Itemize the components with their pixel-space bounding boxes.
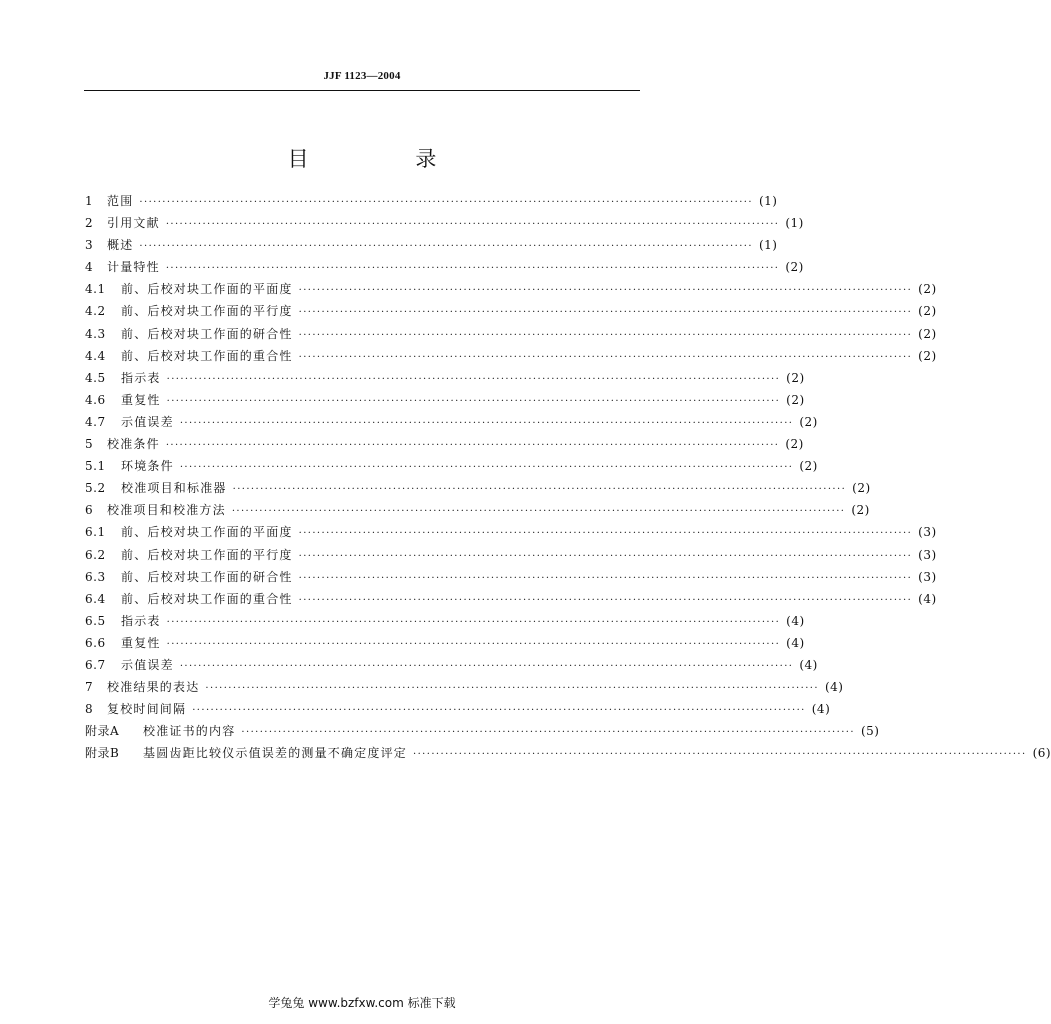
- toc-dot-leader: ······································································································································: [166, 616, 781, 628]
- toc-entry-number: 4: [85, 260, 94, 275]
- toc-entry-page: (4): [918, 591, 937, 606]
- toc-entry-number: 1: [85, 194, 94, 208]
- toc-entry-label: 前、后校对块工作面的平行度: [121, 547, 293, 562]
- toc-entry-label: 指示表: [121, 613, 161, 628]
- toc-entry-label: 指示表: [121, 370, 161, 385]
- toc-entry-page: (1): [785, 216, 804, 231]
- toc-entry[interactable]: [85, 234, 778, 256]
- toc-entry-page: (3): [918, 525, 937, 540]
- toc-dot-leader: ······································································································································: [298, 285, 913, 297]
- toc-dot-leader: ······································································································································: [298, 594, 913, 606]
- toc-entry-number: 6.1: [85, 525, 106, 540]
- toc-entry-number: 6.2: [85, 547, 106, 562]
- toc-entry-number: 2: [85, 216, 94, 231]
- toc-entry-number: 5.1: [85, 459, 106, 474]
- toc-dot-leader: ······································································································································: [298, 351, 913, 363]
- toc-entry-page: (2): [785, 260, 804, 275]
- toc-entry-page: (1): [758, 238, 778, 253]
- toc-dot-leader: ······································································································································: [179, 462, 794, 474]
- toc-entry-page: (2): [786, 392, 805, 407]
- toc-dot-leader: ······································································································································: [166, 638, 781, 650]
- toc-entry-page: (2): [918, 326, 937, 341]
- toc-entry[interactable]: [85, 389, 805, 411]
- toc-entry-label: 重复性: [121, 392, 161, 407]
- toc-entry-label: 示值误差: [121, 414, 174, 429]
- toc-entry-number: 4.2: [85, 304, 106, 319]
- toc-entry-label: 校准证书的内容: [143, 724, 236, 739]
- toc-entry-label: 范围: [107, 194, 134, 208]
- toc-entry[interactable]: [85, 566, 937, 588]
- toc-entry[interactable]: [85, 499, 870, 521]
- toc-entry[interactable]: [85, 544, 937, 566]
- toc-entry-page: (3): [918, 569, 937, 584]
- toc-entry[interactable]: [85, 521, 937, 543]
- toc-entry-label: 校准结果的表达: [107, 680, 200, 695]
- toc-entry-number: 6.5: [85, 613, 106, 628]
- toc-entry-label: 校准项目和校准方法: [107, 503, 226, 518]
- toc-entry-page: (4): [799, 657, 818, 672]
- toc-entry-number: 7: [85, 680, 94, 695]
- toc-entry-page: (3): [918, 547, 937, 562]
- toc-entry-number: 4.3: [85, 326, 106, 341]
- toc-entry-number: 5: [85, 437, 94, 452]
- toc-entry[interactable]: [85, 256, 804, 278]
- toc-entry-number: 4.6: [85, 392, 106, 407]
- toc-entry-number: 8: [85, 702, 94, 717]
- toc-entry-label: 校准项目和标准器: [121, 481, 227, 496]
- toc-entry-label: 计量特性: [107, 260, 160, 275]
- toc-entry-label: 前、后校对块工作面的平面度: [121, 525, 293, 540]
- toc-dot-leader: ······································································································································: [139, 241, 753, 253]
- toc-entry-number: 6.4: [85, 591, 106, 606]
- header-divider: [84, 90, 640, 91]
- toc-entry[interactable]: [85, 588, 937, 610]
- toc-entry[interactable]: [85, 720, 880, 742]
- toc-entry-number: 4.5: [85, 370, 106, 385]
- toc-entry-label: 复校时间间隔: [107, 702, 187, 717]
- toc-entry-number: 6.3: [85, 569, 106, 584]
- toc-entry[interactable]: [85, 300, 937, 322]
- toc-entry[interactable]: [85, 455, 818, 477]
- toc-entry-label: 前、后校对块工作面的平行度: [121, 304, 293, 319]
- toc-entry[interactable]: [85, 367, 805, 389]
- toc-entry-number: 附录A: [85, 724, 120, 739]
- toc-entry-page: (5): [860, 724, 880, 739]
- toc-entry-label: 概述: [107, 238, 134, 253]
- toc-entry-page: (2): [785, 437, 804, 452]
- toc-entry-label: 前、后校对块工作面的重合性: [121, 348, 293, 363]
- toc-entry-label: 前、后校对块工作面的研合性: [121, 569, 293, 584]
- toc-entry-number: 6: [85, 503, 94, 518]
- toc-dot-leader: ······································································································································: [413, 749, 1027, 761]
- toc-entry-page: (4): [786, 635, 805, 650]
- document-code-header: JJF 1123—2004: [323, 70, 401, 82]
- toc-entry[interactable]: [85, 212, 804, 234]
- toc-dot-leader: ······································································································································: [298, 307, 913, 319]
- toc-entry[interactable]: [85, 654, 818, 676]
- toc-entry-label: 前、后校对块工作面的研合性: [121, 326, 293, 341]
- toc-dot-leader: ······································································································································: [298, 528, 913, 540]
- toc-list: [85, 190, 1051, 764]
- toc-entry[interactable]: [85, 411, 818, 433]
- toc-entry[interactable]: [85, 190, 778, 212]
- toc-dot-leader: ······································································································································: [298, 329, 913, 341]
- toc-dot-leader: ······································································································································: [241, 727, 855, 739]
- toc-dot-leader: ······································································································································: [179, 660, 794, 672]
- toc-entry-page: (2): [851, 503, 870, 518]
- toc-entry-number: 6.7: [85, 657, 106, 672]
- toc-entry[interactable]: [85, 632, 805, 654]
- toc-entry-page: (2): [799, 459, 818, 474]
- toc-entry-label: 环境条件: [121, 459, 174, 474]
- toc-dot-leader: ······································································································································: [165, 263, 780, 275]
- toc-entry[interactable]: [85, 742, 1051, 764]
- toc-title: 目 录: [287, 147, 487, 171]
- toc-entry-page: (6): [1032, 746, 1051, 761]
- toc-entry-page: (2): [918, 282, 937, 297]
- toc-dot-leader: ······································································································································: [298, 550, 913, 562]
- toc-entry-label: 示值误差: [121, 657, 174, 672]
- toc-dot-leader: ······································································································································: [232, 484, 847, 496]
- toc-entry[interactable]: [85, 610, 805, 632]
- toc-entry[interactable]: [85, 345, 937, 367]
- toc-dot-leader: ······································································································································: [298, 572, 913, 584]
- toc-entry-page: (4): [811, 702, 831, 717]
- toc-entry-page: (1): [758, 194, 778, 208]
- toc-entry-number: 4.1: [85, 282, 106, 297]
- toc-entry-number: 4.7: [85, 414, 106, 429]
- toc-entry-label: 重复性: [121, 635, 161, 650]
- toc-entry[interactable]: [85, 433, 804, 455]
- toc-entry-page: (4): [786, 613, 805, 628]
- toc-entry-number: 6.6: [85, 635, 106, 650]
- toc-dot-leader: ······································································································································: [165, 440, 780, 452]
- toc-entry-number: 5.2: [85, 481, 106, 496]
- toc-entry-page: (2): [918, 304, 937, 319]
- toc-dot-leader: ······································································································································: [205, 683, 819, 695]
- toc-entry-label: 前、后校对块工作面的平面度: [121, 282, 293, 297]
- toc-dot-leader: ······································································································································: [166, 373, 781, 385]
- toc-entry[interactable]: [85, 477, 871, 499]
- footer-watermark-text[interactable]: 学兔兔 www.bzfxw.com 标准下载: [268, 996, 456, 1010]
- toc-dot-leader: ······································································································································: [165, 219, 780, 231]
- toc-entry[interactable]: [85, 278, 937, 300]
- toc-entry-number: 3: [85, 238, 94, 253]
- toc-dot-leader: ······································································································································: [166, 395, 781, 407]
- toc-entry[interactable]: [85, 676, 844, 698]
- toc-dot-leader: ······································································································································: [139, 197, 753, 208]
- toc-entry-page: (2): [786, 370, 805, 385]
- toc-entry[interactable]: [85, 323, 937, 345]
- toc-entry-label: 引用文献: [107, 216, 160, 231]
- toc-dot-leader: ······································································································································: [179, 417, 794, 429]
- toc-dot-leader: ······································································································································: [231, 506, 846, 518]
- toc-entry-label: 校准条件: [107, 437, 160, 452]
- toc-entry-page: (2): [918, 348, 937, 363]
- toc-dot-leader: ······································································································································: [192, 705, 806, 717]
- toc-entry[interactable]: [85, 698, 831, 720]
- toc-entry-number: 附录B: [85, 746, 120, 761]
- toc-entry-page: (4): [824, 680, 844, 695]
- toc-entry-page: (2): [852, 481, 871, 496]
- toc-entry-page: (2): [799, 414, 818, 429]
- toc-entry-label: 前、后校对块工作面的重合性: [121, 591, 293, 606]
- toc-entry-number: 4.4: [85, 348, 106, 363]
- toc-entry-label: 基圆齿距比较仪示值误差的测量不确定度评定: [143, 746, 408, 761]
